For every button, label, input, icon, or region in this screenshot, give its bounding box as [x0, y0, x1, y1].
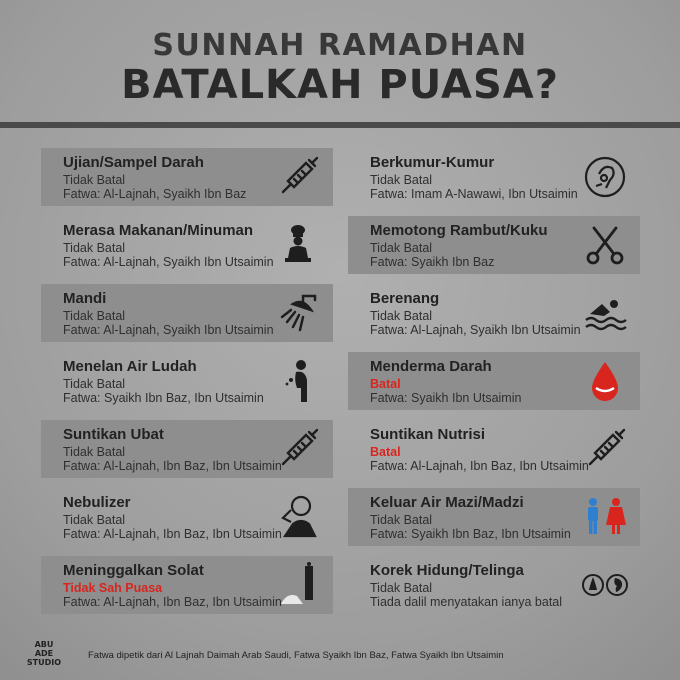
ruling-status: Tidak Batal — [370, 173, 433, 187]
ruling-status: Tidak Batal — [370, 581, 433, 595]
ruling-card — [348, 216, 640, 274]
shower-icon — [275, 290, 321, 336]
ruling-card — [348, 488, 640, 546]
ruling-card — [41, 284, 333, 342]
ruling-status: Tidak Batal — [370, 513, 433, 527]
ruling-fatwa: Fatwa: Imam A-Nawawi, Ibn Utsaimin — [370, 187, 578, 201]
ruling-card — [348, 352, 640, 410]
ruling-status: Tidak Batal — [63, 445, 126, 459]
ruling-fatwa: Fatwa: Al-Lajnah, Syaikh Ibn Utsaimin — [370, 323, 581, 337]
ruling-title: Nebulizer — [63, 494, 131, 511]
ruling-card — [41, 216, 333, 274]
ruling-title: Berenang — [370, 290, 440, 307]
syringe-icon — [275, 154, 321, 200]
ruling-fatwa: Fatwa: Al-Lajnah, Ibn Baz, Ibn Utsaimin — [63, 595, 282, 609]
swallow-icon — [275, 358, 321, 404]
ruling-status: Batal — [370, 445, 401, 459]
ruling-title: Suntikan Nutrisi — [370, 426, 486, 443]
swimmer-icon — [582, 290, 628, 336]
ruling-status: Tidak Batal — [63, 173, 126, 187]
ruling-title: Keluar Air Mazi/Madzi — [370, 494, 524, 511]
ruling-title: Menderma Darah — [370, 358, 492, 375]
ruling-title: Merasa Makanan/Minuman — [63, 222, 254, 239]
syringe-icon — [275, 426, 321, 472]
ruling-status: Tidak Batal — [63, 309, 126, 323]
ruling-fatwa: Fatwa: Syaikh Ibn Baz, Ibn Utsaimin — [63, 391, 264, 405]
page-title: BATALKAH PUASA? — [121, 62, 559, 108]
ruling-fatwa: Fatwa: Al-Lajnah, Syaikh Ibn Utsaimin — [63, 323, 274, 337]
ruling-fatwa: Fatwa: Syaikh Ibn Baz, Ibn Utsaimin — [370, 527, 571, 541]
ruling-status: Tidak Batal — [63, 377, 126, 391]
page-subtitle: SUNNAH RAMADHAN — [152, 28, 528, 63]
ruling-fatwa: Fatwa: Al-Lajnah, Syaikh Ibn Utsaimin — [63, 255, 274, 269]
ruling-title: Memotong Rambut/Kuku — [370, 222, 548, 239]
ruling-status: Tidak Batal — [370, 309, 433, 323]
chef-icon — [275, 222, 321, 268]
gargle-icon — [582, 154, 628, 200]
ruling-fatwa: Fatwa: Al-Lajnah, Ibn Baz, Ibn Utsaimin — [370, 459, 589, 473]
ruling-card — [41, 148, 333, 206]
header-divider — [0, 122, 680, 128]
ruling-card — [348, 284, 640, 342]
ruling-card — [41, 556, 333, 614]
prayer-icon — [275, 562, 321, 608]
ruling-status: Tidak Batal — [370, 241, 433, 255]
ruling-status: Tidak Batal — [63, 241, 126, 255]
ruling-fatwa: Fatwa: Al-Lajnah, Syaikh Ibn Baz — [63, 187, 247, 201]
nose-ear-icon — [582, 562, 628, 608]
ruling-card — [41, 488, 333, 546]
ruling-fatwa: Fatwa: Syaikh Ibn Utsaimin — [370, 391, 522, 405]
ruling-status: Tidak Sah Puasa — [63, 581, 163, 595]
scissors-icon — [582, 222, 628, 268]
ruling-card — [41, 420, 333, 478]
ruling-fatwa: Fatwa: Al-Lajnah, Ibn Baz, Ibn Utsaimin — [63, 459, 282, 473]
ruling-title: Meninggalkan Solat — [63, 562, 204, 579]
ruling-title: Berkumur-Kumur — [370, 154, 495, 171]
nebulizer-icon — [275, 494, 321, 540]
ruling-card — [41, 352, 333, 410]
ruling-title: Korek Hidung/Telinga — [370, 562, 524, 579]
ruling-status: Tidak Batal — [63, 513, 126, 527]
studio-logo: ABU ADE STUDIO — [26, 640, 62, 667]
ruling-title: Mandi — [63, 290, 107, 307]
ruling-title: Menelan Air Ludah — [63, 358, 197, 375]
male-female-icon — [582, 494, 628, 540]
ruling-card — [348, 148, 640, 206]
ruling-card — [348, 556, 640, 614]
ruling-fatwa: Fatwa: Al-Lajnah, Ibn Baz, Ibn Utsaimin — [63, 527, 282, 541]
ruling-card — [348, 420, 640, 478]
ruling-fatwa: Tiada dalil menyatakan ianya batal — [370, 595, 563, 609]
footer-note: Fatwa dipetik dari Al Lajnah Daimah Arab Saudi, Fatwa Syaikh Ibn Baz, Fatwa Syaikh Ibn Utsaimin — [88, 650, 504, 661]
blood-drop-icon — [582, 358, 628, 404]
ruling-title: Ujian/Sampel Darah — [63, 154, 204, 171]
ruling-title: Suntikan Ubat — [63, 426, 164, 443]
ruling-fatwa: Fatwa: Syaikh Ibn Baz — [370, 255, 495, 269]
syringe-icon — [582, 426, 628, 472]
ruling-status: Batal — [370, 377, 401, 391]
